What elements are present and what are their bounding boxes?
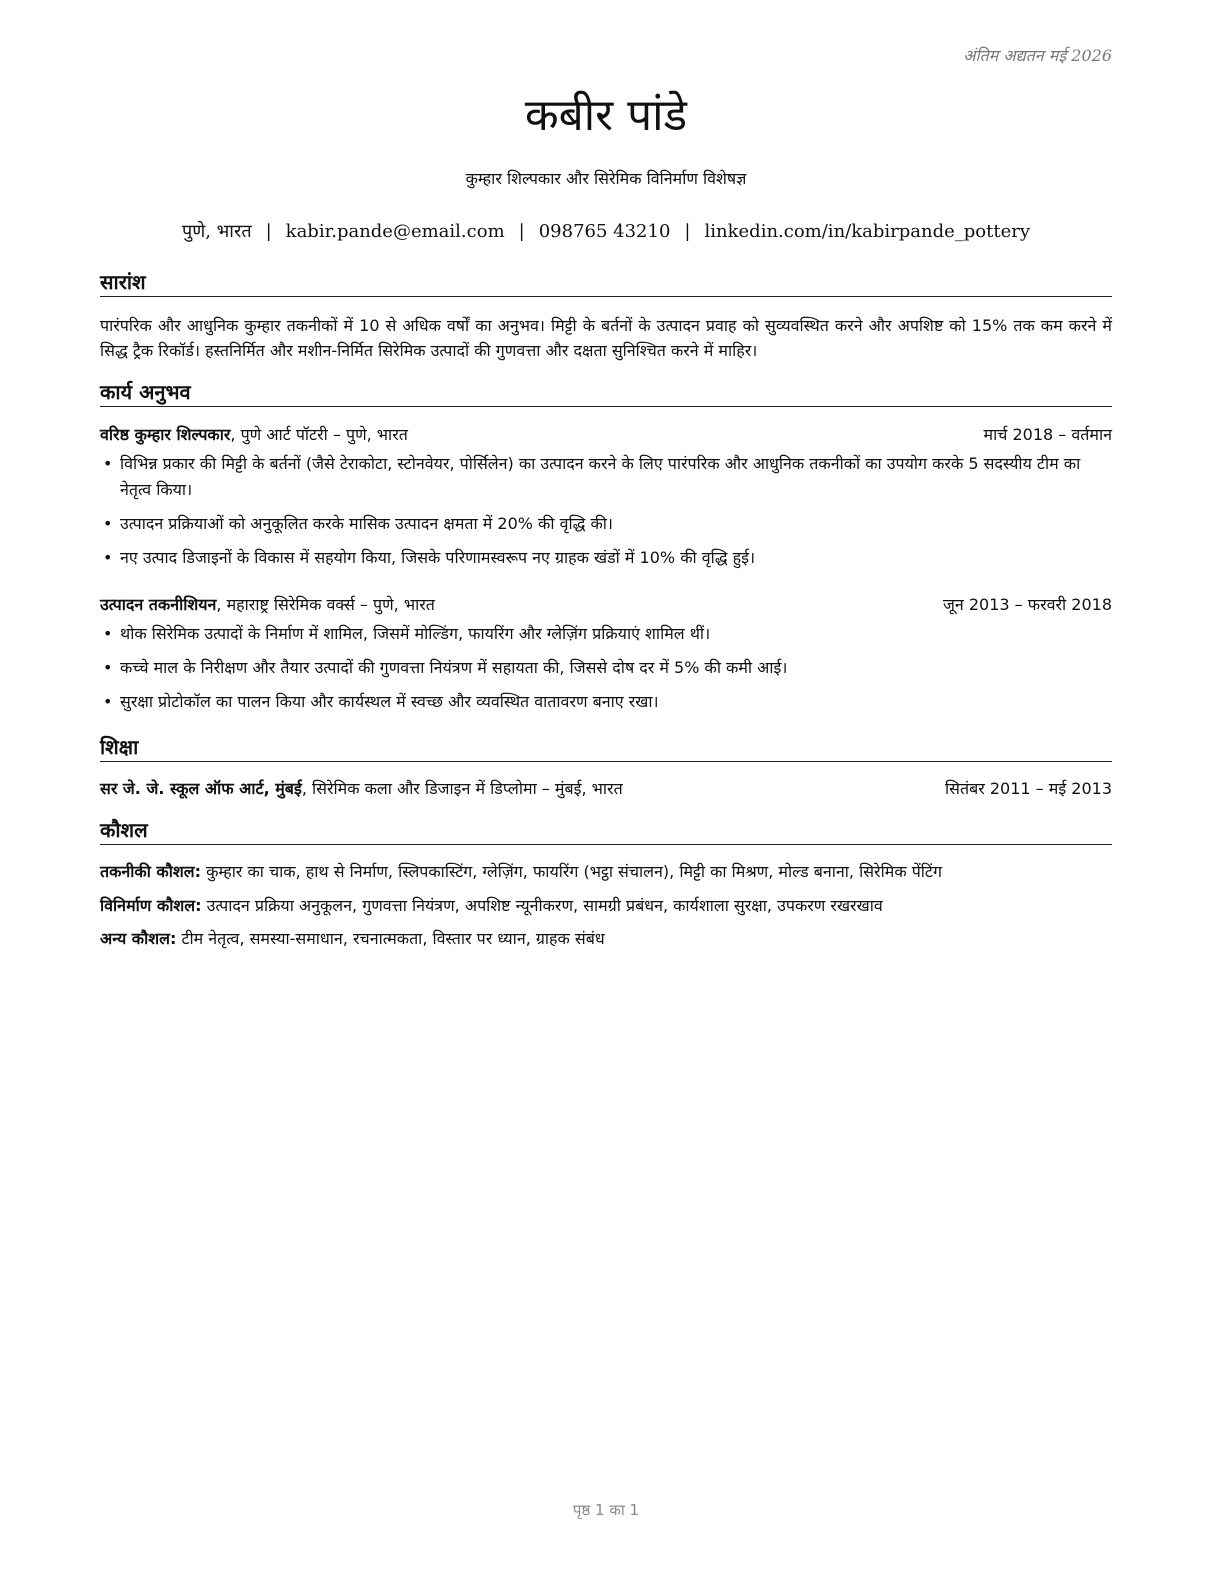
headline: कुम्हार शिल्पकार और सिरेमिक विनिर्माण विशेषज्ञ (465, 169, 747, 188)
contact-email-link[interactable]: kabir.pande@email.com (285, 221, 505, 242)
job-header (100, 422, 1112, 448)
contact-linkedin-link[interactable]: linkedin.com/in/kabirpande_pottery (704, 221, 1031, 242)
job-company: , महाराष्ट्र सिरेमिक वर्क्स – पुणे, भारत (216, 595, 435, 614)
skill-value: टीम नेतृत्व, समस्या-समाधान, रचनात्मकता, विस्तार पर ध्यान, ग्राहक संबंध (176, 929, 605, 948)
bullet-icon: • (103, 548, 113, 567)
bullet-text: उत्पादन प्रक्रियाओं को अनुकूलित करके मासिक उत्पादन क्षमता में 20% की वृद्धि की। (120, 514, 613, 533)
skill-label: अन्य कौशल: (100, 929, 177, 948)
job-bullets (100, 451, 1112, 579)
education-school: सर जे. जे. स्कूल ऑफ आर्ट, मुंबई (100, 779, 302, 798)
contact-separator: | (518, 221, 525, 242)
candidate-name: कबीर पांडे (524, 90, 688, 141)
list-item (100, 689, 1112, 715)
bullet-icon: • (103, 454, 113, 473)
bullet-icon: • (103, 514, 113, 533)
list-item (100, 511, 1112, 537)
education-dates: सितंबर 2011 – मई 2013 (945, 779, 1112, 798)
summary-text: पारंपरिक और आधुनिक कुम्हार तकनीकों में 10 से अधिक वर्षों का अनुभव। मिट्टी के बर्तनों के उत्पादन प्रवाह को सुव्यवस्थित करने और अपशिष्ट को 15% तक कम करने में सिद्ध ट्रैक रिकॉर्ड। हस्तनिर्मित और मशीन-निर्मित सिरेमिक उत्पादों की गुणवत्ता और दक्षता सुनिश्चित करने में माहिर। (100, 316, 1112, 360)
section-title-experience: कार्य अनुभव (100, 378, 1112, 407)
skill-label: विनिर्माण कौशल: (100, 896, 202, 915)
education-line (100, 776, 623, 802)
job-title-line (100, 592, 435, 618)
skill-line-other (100, 926, 1112, 952)
page-number: पृष्ठ 1 का 1 (572, 1501, 640, 1519)
list-item (100, 451, 1112, 503)
section-title-education: शिक्षा (100, 733, 1112, 762)
list-item (100, 655, 1112, 681)
job-bullets (100, 621, 1112, 723)
contact-phone: 098765 43210 (538, 221, 671, 242)
skill-value: कुम्हार का चाक, हाथ से निर्माण, स्लिपकास्टिंग, ग्लेज़िंग, फायरिंग (भट्ठा संचालन), मिट्टी का मिश्रण, मोल्ड बनाना, सिरेमिक पेंटिंग (201, 862, 942, 881)
education-detail: , सिरेमिक कला और डिजाइन में डिप्लोमा – मुंबई, भारत (301, 779, 623, 798)
skill-value: उत्पादन प्रक्रिया अनुकूलन, गुणवत्ता नियंत्रण, अपशिष्ट न्यूनीकरण, सामग्री प्रबंधन, कार्यशाला सुरक्षा, उपकरण रखरखाव (201, 896, 883, 915)
job-role: उत्पादन तकनीशियन (100, 595, 217, 614)
job-role: वरिष्ठ कुम्हार शिल्पकार (100, 425, 231, 444)
bullet-icon: • (103, 658, 113, 677)
job-header (100, 592, 1112, 618)
section-title-skills: कौशल (100, 816, 1112, 845)
skill-line-technical (100, 859, 1112, 885)
last-updated: अंतिम अद्यतन मई 2026 (963, 46, 1112, 65)
section-title-summary: सारांश (100, 268, 1112, 297)
bullet-text: सुरक्षा प्रोटोकॉल का पालन किया और कार्यस्थल में स्वच्छ और व्यवस्थित वातावरण बनाए रखा। (120, 692, 659, 711)
bullet-text: कच्चे माल के निरीक्षण और तैयार उत्पादों की गुणवत्ता नियंत्रण में सहायता की, जिससे दोष दर में 5% की कमी आई। (120, 658, 788, 677)
list-item (100, 545, 1112, 571)
job-title-line (100, 422, 408, 448)
bullet-icon: • (103, 624, 113, 643)
bullet-text: विभिन्न प्रकार की मिट्टी के बर्तनों (जैसे टेराकोटा, स्टोनवेयर, पोर्सिलेन) का उत्पादन करने के लिए पारंपरिक और आधुनिक तकनीकों का उपयोग करके 5 सदस्यीय टीम का नेतृत्व किया। (120, 454, 1081, 499)
skill-line-manufacturing (100, 893, 1112, 919)
resume-page (100, 0, 1112, 1584)
job-dates: जून 2013 – फरवरी 2018 (943, 595, 1112, 614)
contact-line (100, 218, 1112, 246)
bullet-icon: • (103, 692, 113, 711)
job-dates: मार्च 2018 – वर्तमान (983, 425, 1112, 444)
list-item (100, 621, 1112, 647)
contact-separator: | (684, 221, 691, 242)
skill-label: तकनीकी कौशल: (100, 862, 201, 881)
bullet-text: नए उत्पाद डिजाइनों के विकास में सहयोग किया, जिसके परिणामस्वरूप नए ग्राहक खंडों में 10% की वृद्धि हुई। (120, 548, 756, 567)
contact-location: पुणे, भारत (181, 221, 252, 242)
education-entry (100, 776, 1112, 802)
job-company: , पुणे आर्ट पॉटरी – पुणे, भारत (230, 425, 408, 444)
contact-separator: | (265, 221, 272, 242)
bullet-text: थोक सिरेमिक उत्पादों के निर्माण में शामिल, जिसमें मोल्डिंग, फायरिंग और ग्लेज़िंग प्रक्रियाएं शामिल थीं। (120, 624, 711, 643)
